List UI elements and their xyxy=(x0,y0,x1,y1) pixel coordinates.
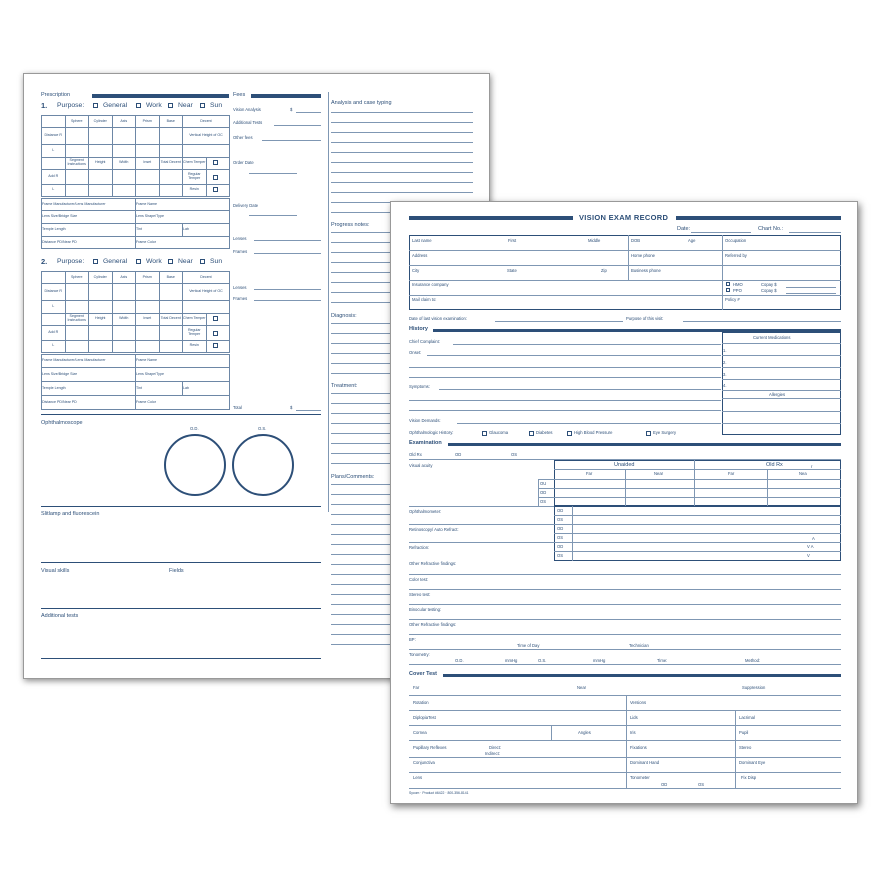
referred-by-label: Referred by xyxy=(725,253,747,258)
dob-label: DOB xyxy=(631,238,641,243)
form-title: VISION EXAM RECORD xyxy=(579,213,669,222)
retinoscopy-od: OD xyxy=(557,526,564,531)
stereo-label: Stereo xyxy=(739,745,752,750)
old-rx-od: OD xyxy=(455,452,462,457)
note-line[interactable] xyxy=(331,152,473,153)
fees-title: Fees xyxy=(233,92,246,98)
ophthalmologic-history-label: Ophthalmologic History: xyxy=(409,430,454,435)
od-label: O.D. xyxy=(190,426,199,431)
rx2-sun-label: Sun xyxy=(210,258,223,265)
rx2-work-label: Work xyxy=(146,258,162,265)
fixations-label: Fixations xyxy=(630,745,647,750)
analysis-label: Analysis and case typing xyxy=(331,100,392,106)
ppo-checkbox[interactable] xyxy=(726,288,730,292)
eye-surgery-checkbox[interactable] xyxy=(646,431,651,436)
fee-frames-2: Frames xyxy=(233,296,248,301)
tonometer-label: Tonometer xyxy=(630,775,650,780)
ophthalmometer-label: Ophthalmometer: xyxy=(409,509,442,514)
iris-label: Iris xyxy=(630,730,636,735)
os-label: O.S. xyxy=(258,426,267,431)
visual-skills-label: Visual skills xyxy=(41,568,70,574)
home-phone-label: Home phone xyxy=(631,253,655,258)
ophthalmometer-os: OS xyxy=(557,517,564,522)
last-exam-label: Date of last vision examination: xyxy=(409,316,467,321)
visual-acuity-label: Visual acuity xyxy=(409,463,433,468)
tonometer-os: OS xyxy=(698,782,705,787)
old-rx-label: Old Rx xyxy=(409,452,422,457)
rx2-sun-checkbox[interactable] xyxy=(200,259,205,264)
angles-label: Angles xyxy=(578,730,591,735)
hmo-checkbox[interactable] xyxy=(726,282,730,286)
insurance-label: Insurance company xyxy=(412,282,449,287)
cover-test-bar xyxy=(443,674,841,677)
note-line[interactable] xyxy=(331,112,473,113)
plans-comments-label: Plans/Comments: xyxy=(331,474,375,480)
current-medications-label: Current Medications xyxy=(753,335,791,340)
note-line[interactable] xyxy=(331,182,473,183)
state-label: State xyxy=(507,268,517,273)
fee-dollar-2: $ xyxy=(290,405,293,410)
od-fundus-circle[interactable] xyxy=(164,434,226,496)
dominant-eye-label: Dominant Eye xyxy=(739,760,766,765)
refraction-label: Refraction: xyxy=(409,545,430,550)
fields-label: Fields xyxy=(169,568,184,574)
unaided-label: Unaided xyxy=(614,462,635,468)
fee-lenses-2: Lenses xyxy=(233,285,247,290)
med-3: 3. xyxy=(723,372,727,377)
retinoscopy-label: Retinoscopy/ Auto Refract: xyxy=(409,527,459,532)
allergies-label: Allergies xyxy=(769,392,786,397)
fee-vision-analysis: Vision Analysis xyxy=(233,107,261,112)
fee-lenses-1: Lenses xyxy=(233,236,247,241)
technician-label: Technician xyxy=(629,643,649,648)
ppo-label: PPO xyxy=(733,288,742,293)
chart-no-label: Chart No.: xyxy=(758,226,784,232)
note-line[interactable] xyxy=(331,132,473,133)
vision-demands-label: Vision Demands: xyxy=(409,418,441,423)
va-row-ou: OU xyxy=(540,481,547,486)
last-name-label: Last name xyxy=(412,238,432,243)
color-test-label: Color test: xyxy=(409,577,429,582)
tonometer-od: OD xyxy=(661,782,668,787)
rx2-general-checkbox[interactable] xyxy=(93,259,98,264)
high-blood-pressure-checkbox[interactable] xyxy=(567,431,572,436)
mail-claim-label: Mail claim to: xyxy=(412,297,437,302)
bp-label: BP: xyxy=(409,637,416,642)
first-name-label: First xyxy=(508,238,517,243)
history-heading: History xyxy=(409,326,428,332)
occupation-label: Occupation xyxy=(725,238,747,243)
acuity-a: A xyxy=(812,536,815,541)
rx1-sun-label: Sun xyxy=(210,102,223,109)
lacrimal-label: Lacrimal xyxy=(739,715,755,720)
note-line[interactable] xyxy=(331,162,473,163)
rx1-frame-table: Frame Manufacturer/Lens Manufacturer Frame Name Lens Size/Bridge Size Lens Shape/Type Temple Length Tint Lab Distance PD/Near PD Frame Color xyxy=(41,198,230,249)
diagnosis-label: Diagnosis: xyxy=(331,313,357,319)
diplopia-test-label: DiplopiaTest xyxy=(413,715,436,720)
diabetes-checkbox[interactable] xyxy=(529,431,534,436)
direct-label: Direct: xyxy=(489,745,502,750)
rx2-number: 2. xyxy=(41,257,48,266)
acuity-va: V A xyxy=(807,544,814,549)
rx2-frame-table: Frame Manufacturer/Lens Manufacturer Frame Name Lens Size/Bridge Size Lens Shape/Type Temple Length Tint Lab Distance PD/Near PD Frame Color xyxy=(41,354,230,410)
va-row-os: OS xyxy=(540,499,547,504)
ophthalmometer-od: OD xyxy=(557,508,564,513)
tonometry-time-label: Time: xyxy=(657,658,668,663)
date-label: Date: xyxy=(677,226,691,232)
time-of-day-label: Time of Day xyxy=(517,643,540,648)
other-refractive-1-label: Other Refractive findings: xyxy=(409,561,457,566)
cornea-label: Cornea xyxy=(413,730,427,735)
treatment-label: Treatment: xyxy=(331,383,358,389)
note-line[interactable] xyxy=(331,122,473,123)
refraction-os: OS xyxy=(557,553,564,558)
rotation-label: Rotation xyxy=(413,700,429,705)
retinoscopy-os: OS xyxy=(557,535,564,540)
fees-title-bar xyxy=(251,94,321,98)
rx2-resin-checkbox[interactable] xyxy=(213,343,218,348)
indirect-label: Indirect: xyxy=(485,751,500,756)
purpose-visit-label: Purpose of this visit: xyxy=(626,316,664,321)
fee-order-date: Order Date xyxy=(233,160,254,165)
pupillary-reflexes-label: Pupillary Reflexes xyxy=(413,745,447,750)
tonometry-method-label: Method: xyxy=(745,658,761,663)
stereo-test-label: Stereo test: xyxy=(409,592,431,597)
glaucoma-checkbox[interactable] xyxy=(482,431,487,436)
cover-near-label: Near xyxy=(577,685,587,690)
rx1-resin-checkbox[interactable] xyxy=(213,187,218,192)
fee-other-fees: Other fees xyxy=(233,135,253,140)
rx2-chem-checkbox[interactable] xyxy=(213,316,218,321)
lens-label: Lens xyxy=(413,775,423,780)
near-label: Near xyxy=(654,471,664,476)
rx1-general-checkbox[interactable] xyxy=(93,103,98,108)
acuity-v: V xyxy=(807,553,810,558)
hmo-label: HMO xyxy=(733,282,743,287)
med-1: 1. xyxy=(723,348,727,353)
far-label-2: Far xyxy=(728,471,735,476)
copay-label-2: Copay $ xyxy=(761,288,777,293)
lids-label: Lids xyxy=(630,715,638,720)
tonometry-os-label: O.S. xyxy=(538,658,547,663)
rx2-grid: Sphere Cylinder Axis Prism Base Decent Distance R Vertical Height of OC L Segment Instructions Height Width Inset Total Decent Chem Temper Add R Regular Temper L Resin xyxy=(41,271,230,353)
chief-complaint-label: Chief Complaint: xyxy=(409,339,440,344)
rx1-near-checkbox[interactable] xyxy=(168,103,173,108)
rx1-grid: Sphere Cylinder Axis Prism Base Decent Distance R Vertical Height of OC L Segment Instructions Height Width Inset Total Decent Chem Temper Add R Regular Temper L Resin xyxy=(41,115,230,197)
far-label: Far xyxy=(586,471,593,476)
rx2-regular-checkbox[interactable] xyxy=(213,331,218,336)
versions-label: Versions xyxy=(630,700,647,705)
address-label: Address xyxy=(412,253,428,258)
refraction-od: OD xyxy=(557,544,564,549)
rx2-work-checkbox[interactable] xyxy=(136,259,141,264)
rx1-work-label: Work xyxy=(146,102,162,109)
high-blood-pressure-label: High Blood Pressure xyxy=(574,430,613,435)
conjunctiva-label: Conjunctiva xyxy=(413,760,435,765)
symptoms-label: Symptoms: xyxy=(409,384,430,389)
old-rx-r: r xyxy=(811,464,813,469)
diabetes-label: Diabetes xyxy=(536,430,553,435)
onset-label: Onset: xyxy=(409,350,422,355)
fix-disp-label: Fix Disp xyxy=(741,775,757,780)
fee-dollar-1: $ xyxy=(290,107,293,112)
med-2: 2. xyxy=(723,360,727,365)
rx1-general-label: General xyxy=(103,102,128,109)
rx2-near-checkbox[interactable] xyxy=(168,259,173,264)
fee-additional-tests: Additional Tests xyxy=(233,120,263,125)
rx2-general-label: General xyxy=(103,258,128,265)
rx1-regular-checkbox[interactable] xyxy=(213,175,218,180)
tonometry-od-label: O.D. xyxy=(455,658,464,663)
business-phone-label: Business phone xyxy=(631,268,661,273)
cover-test-heading: Cover Test xyxy=(409,671,438,677)
tonometry-mmhg-2: mmHg xyxy=(593,658,606,663)
prescription-title-bar xyxy=(92,94,229,98)
examination-bar xyxy=(448,443,841,446)
med-4: 4. xyxy=(723,383,727,388)
slitlamp-label: Slitlamp and fluorescein xyxy=(41,511,100,517)
binocular-testing-label: Binocular testing: xyxy=(409,607,442,612)
copay-label-1: Copay $ xyxy=(761,282,777,287)
prescription-title: Prescription xyxy=(41,92,71,98)
age-label: Age xyxy=(688,238,696,243)
rx1-number: 1. xyxy=(41,101,48,110)
column-divider xyxy=(328,92,329,512)
cover-far-label: Far xyxy=(413,685,420,690)
ophthalmoscope-label: Ophthalmoscope xyxy=(41,420,83,426)
middle-name-label: Middle xyxy=(588,238,601,243)
old-rx-acuity-label: Old Rx xyxy=(766,462,783,468)
vision-exam-record-sheet xyxy=(390,201,858,804)
title-bar-left xyxy=(409,216,573,220)
rx1-near-label: Near xyxy=(178,102,193,109)
eye-surgery-label: Eye Surgery xyxy=(653,430,677,435)
fee-delivery-date: Delivery Date xyxy=(233,203,259,208)
title-bar-right xyxy=(676,216,841,220)
rx1-sun-checkbox[interactable] xyxy=(200,103,205,108)
rx2-purpose-label: Purpose: xyxy=(57,258,85,265)
patient-info-box xyxy=(409,235,841,310)
suppression-label: Suppression xyxy=(742,685,766,690)
note-line[interactable] xyxy=(331,142,473,143)
rx1-chem-checkbox[interactable] xyxy=(213,160,218,165)
near-label-2: Nea xyxy=(799,471,807,476)
rx1-work-checkbox[interactable] xyxy=(136,103,141,108)
form-footer: Sycom · Product #6422 · 800-356-8141 xyxy=(409,791,469,795)
os-fundus-circle[interactable] xyxy=(232,434,294,496)
medications-box xyxy=(722,332,841,435)
zip-label: Zip xyxy=(601,268,607,273)
other-refractive-2-label: Other Refractive findings: xyxy=(409,622,457,627)
examination-heading: Examination xyxy=(409,440,442,446)
fee-frames-1: Frames xyxy=(233,249,248,254)
pupil-label: Pupil xyxy=(739,730,749,735)
note-line[interactable] xyxy=(331,172,473,173)
tonometry-label: Tonometry: xyxy=(409,652,430,657)
old-rx-os: OS xyxy=(511,452,518,457)
additional-tests-label: Additional tests xyxy=(41,613,79,619)
tonometry-mmhg-1: mmHg xyxy=(505,658,518,663)
glaucoma-label: Glaucoma xyxy=(489,430,509,435)
progress-notes-label: Progress notes: xyxy=(331,222,370,228)
note-line[interactable] xyxy=(331,192,473,193)
rx2-near-label: Near xyxy=(178,258,193,265)
city-label: City xyxy=(412,268,420,273)
visual-acuity-table xyxy=(554,460,841,506)
rx1-purpose-label: Purpose: xyxy=(57,102,85,109)
fee-total: Total xyxy=(233,405,242,410)
dominant-hand-label: Dominant Hand xyxy=(630,760,660,765)
va-row-od: OD xyxy=(540,490,547,495)
policy-label: Policy # xyxy=(725,297,740,302)
